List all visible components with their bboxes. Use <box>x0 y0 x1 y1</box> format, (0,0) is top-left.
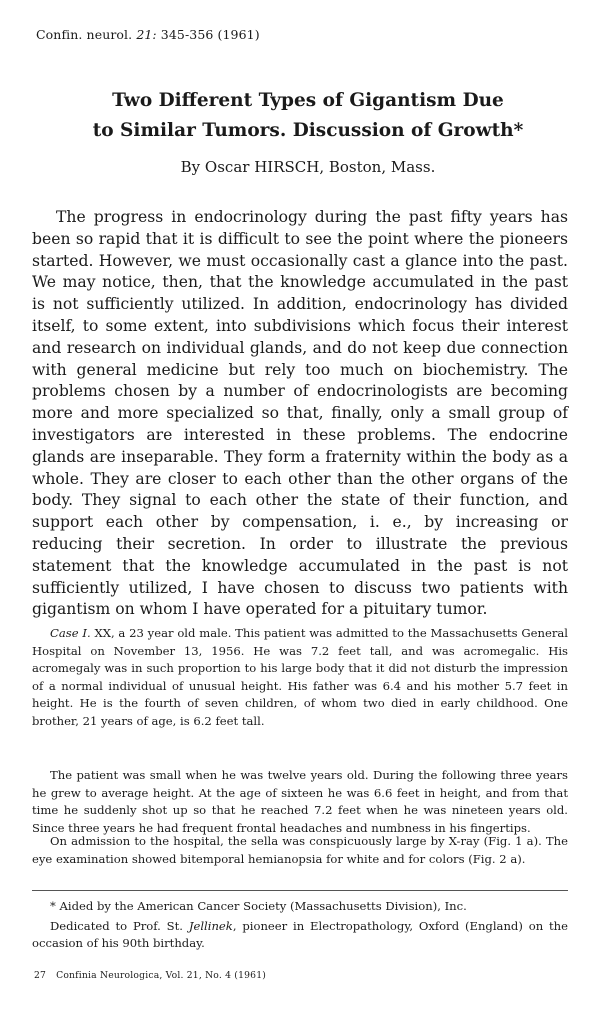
dedication-suffix: , pioneer in Electropathology, Oxford (England) on the occasion of his 90th birthday. <box>32 919 568 951</box>
case-text-1: XX, a 23 year old male. This patient was admitted to the Massachusetts General Hospital on November 13, 1956. He was 7.2 feet tall, and was acromegalic. His acromegaly was in such proportion to his large body that it did not disturb the impression of a normal individual of unusual height. His father was 6.4 and his mother 5.7 feet in height. He is the fourth of seven children, of whom two died in early childhood. One brother, 21 years of age, is 6.2 feet tall. <box>32 626 568 728</box>
citation-suffix: 345-356 (1961) <box>156 27 260 42</box>
case-paragraph-1 <box>32 625 568 731</box>
author-byline: By Oscar HIRSCH, Boston, Mass. <box>180 158 436 176</box>
case-paragraph-3: On admission to the hospital, the sella was conspicuously large by X-ray (Fig. 1 a). The eye examination showed bitemporal hemianopsia for white and for colors (Fig. 2 a). <box>32 834 568 866</box>
page-number: 27 <box>34 970 47 981</box>
dedication-prefix: Dedicated to Prof. St. <box>50 919 189 933</box>
case-label: Case I. <box>50 626 91 640</box>
case-paragraph-2: The patient was small when he was twelve years old. During the following three years he grew to average height. At the age of sixteen he was 6.6 feet in height, and from that time he suddenly shot up so that he reached 7.2 feet when he was nineteen years old. Since three years he had frequent frontal headaches and numbness in his fingertips. <box>32 768 568 835</box>
title-line-2: to Similar Tumors. Discussion of Growth* <box>92 120 524 141</box>
article-title <box>0 86 616 146</box>
footnote-divider <box>32 890 568 891</box>
page-footer <box>34 970 266 981</box>
footnote-aid: * Aided by the American Cancer Society (Massachusetts Division), Inc. <box>50 899 467 913</box>
journal-footer: Confinia Neurologica, Vol. 21, No. 4 (1961) <box>56 970 267 981</box>
journal-citation <box>36 27 260 42</box>
citation-volume: 21: <box>136 27 157 42</box>
footnote-dedication <box>32 918 568 953</box>
dedication-name: Jellinek <box>188 919 233 933</box>
title-line-1: Two Different Types of Gigantism Due <box>112 90 504 111</box>
intro-paragraph: The progress in endocrinology during the past fifty years has been so rapid that it is difficult to see the point where the pioneers started. However, we must occasionally cast a glance into the past. We may notice, then, that the knowledge accumulated in the past is not sufficiently utilized. In addition, endocrinology has divided itself, to some extent, into subdivisions which focus their interest and research on individual glands, and do not keep due connection with general medicine but rely too much on biochemistry. The problems chosen by a number of endocrinologists are becoming more and more specialized so that, finally, only a small group of investigators are interested in these problems. The endocrine glands are inseparable. They form a fraternity within the body as a whole. They are closer to each other than the other organs of the body. They signal to each other the state of their function, and support each other by compensation, i. e., by increasing or reducing their secretion. In order to illustrate the previous statement that the knowledge accumulated in the past is not sufficiently utilized, I have chosen to discuss two patients with gigantism on whom I have operated for a pituitary tumor. <box>32 208 568 619</box>
citation-prefix: Confin. neurol. <box>36 27 137 42</box>
